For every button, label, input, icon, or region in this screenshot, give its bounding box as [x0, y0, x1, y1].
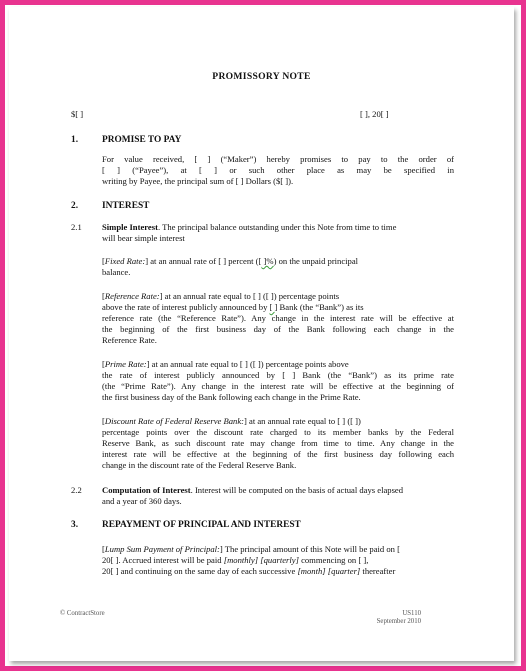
reference-rate-text: ] at an annual rate equal to [ ] ([ ]) percentage points [159, 291, 340, 301]
lump-sum-text: commencing on [ ], [298, 555, 369, 565]
document-page [9, 7, 514, 661]
lump-sum-text: thereafter [360, 566, 396, 576]
lump-sum-line [102, 555, 368, 566]
section-1-heading: PROMISE TO PAY [102, 135, 182, 145]
fixed-rate-label: Fixed Rate: [104, 256, 146, 266]
section-3-number: 3. [71, 520, 79, 530]
lump-sum-option: [month] [297, 566, 326, 576]
fixed-rate-line: balance. [102, 267, 131, 277]
lump-sum-line: [Lump Sum Payment of Principal:] The principal amount of this Note will be paid on [ [102, 544, 400, 554]
reference-rate-line: [Reference Rate:] at an annual rate equal to [ ] ([ ]) percentage points [102, 291, 340, 301]
reference-rate-text: above the rate of interest publicly announced by [102, 302, 270, 312]
computation-line [102, 485, 403, 496]
lump-sum-option: [quarterly] [260, 555, 299, 565]
reference-rate-line: the beginning of the first business day of the Bank following each change in the [102, 324, 454, 334]
lump-sum-text: 20[ ] and continuing on the same day of each successive [102, 566, 298, 576]
prime-rate-label: Prime Rate: [104, 359, 147, 369]
computation-text: . Interest will be computed on the basis of actual days elapsed [190, 485, 404, 495]
discount-rate-line: Reserve Bank, as such discount rate may change from time to time. Any change in the [102, 438, 454, 448]
lump-sum-label: Lump Sum Payment of Principal: [104, 544, 220, 554]
fixed-rate-percent: ]% [261, 256, 274, 266]
section-1-number: 1. [71, 135, 79, 145]
lump-sum-option: [monthly] [223, 555, 259, 565]
discount-rate-line: [Discount Rate of Federal Reserve Bank:] at an annual rate equal to [ ] ([ ]) [102, 416, 361, 426]
section-2-number: 2. [71, 201, 79, 211]
section-3-heading: REPAYMENT OF PRINCIPAL AND INTEREST [102, 520, 301, 530]
footer-form-number: US110 [402, 610, 421, 617]
section-1-line: [ ] (“Payee”), at [ ] or such other place as may be specified in [102, 165, 454, 175]
subsection-2-2-number: 2.2 [71, 485, 82, 495]
section-1-line: For value received, [ ] (“Maker”) hereby promises to pay to the order of [102, 154, 454, 164]
section-2-heading: INTEREST [102, 201, 150, 211]
fixed-rate-line: [Fixed Rate:] at an annual rate of [ ] percent ([ ]%) on the unpaid principal [102, 256, 359, 266]
prime-rate-line: [Prime Rate:] at an annual rate equal to [ ] ([ ]) percentage points above [102, 359, 349, 369]
reference-rate-line: Reference Rate. [102, 335, 157, 345]
discount-rate-line: percentage points over the discount rate charged to its member banks by the Federal [102, 427, 454, 437]
prime-rate-text: ] at an annual rate equal to [ ] ([ ]) percentage points above [146, 359, 349, 369]
discount-rate-text: ] at an annual rate equal to [ ] ([ ]) [244, 416, 361, 426]
footer-copyright: © ContractStore [60, 610, 105, 617]
simple-interest-line: will bear simple interest [102, 233, 185, 243]
reference-rate-label: Reference Rate: [104, 291, 160, 301]
reference-rate-bank: [ [269, 302, 275, 312]
computation-heading: Computation of Interest [102, 485, 191, 495]
footer-date: September 2010 [376, 618, 421, 625]
amount-field: $[ ] [71, 109, 84, 119]
discount-rate-label: Discount Rate of Federal Reserve Bank: [104, 416, 244, 426]
fixed-rate-text: ) on the unpaid principal [273, 256, 359, 266]
prime-rate-line: the first business day of the Bank following each change in the Prime Rate. [102, 392, 361, 402]
computation-line: and a year of 360 days. [102, 496, 182, 506]
prime-rate-line: (the “Prime Rate”). Any change in the interest rate will be effective at the beginning of [102, 381, 454, 391]
simple-interest-line [102, 222, 454, 233]
date-field: [ ], 20[ ] [360, 109, 389, 119]
reference-rate-line: reference rate (the “Reference Rate”). Any change in the interest rate will be effective at [102, 313, 454, 323]
section-1-line: writing by Payee, the principal sum of [ ] Dollars ($[ ]). [102, 176, 294, 186]
fixed-rate-text: ] at an annual rate of [ ] percent ([ [145, 256, 262, 266]
discount-rate-line: interest rate will be effective at the beginning of the first business day following each [102, 449, 454, 459]
reference-rate-text: ] Bank (the “Bank”) as its [274, 302, 364, 312]
simple-interest-text: . The principal balance outstanding under this Note from time to time [157, 222, 397, 232]
lump-sum-text: 20[ ]. Accrued interest will be paid [102, 555, 224, 565]
simple-interest-heading: Simple Interest [102, 222, 158, 232]
reference-rate-line [102, 302, 364, 313]
subsection-2-1-number: 2.1 [71, 222, 82, 232]
lump-sum-line [102, 566, 395, 577]
lump-sum-option: [quarter] [327, 566, 361, 576]
document-title: PROMISSORY NOTE [212, 71, 311, 82]
prime-rate-line: the rate of interest publicly announced by [ ] Bank (the “Bank”) as its prime rate [102, 370, 454, 380]
discount-rate-line: change in the discount rate of the Federal Reserve Bank. [102, 460, 297, 470]
lump-sum-text: ] The principal amount of this Note will be paid on [ [219, 544, 400, 554]
